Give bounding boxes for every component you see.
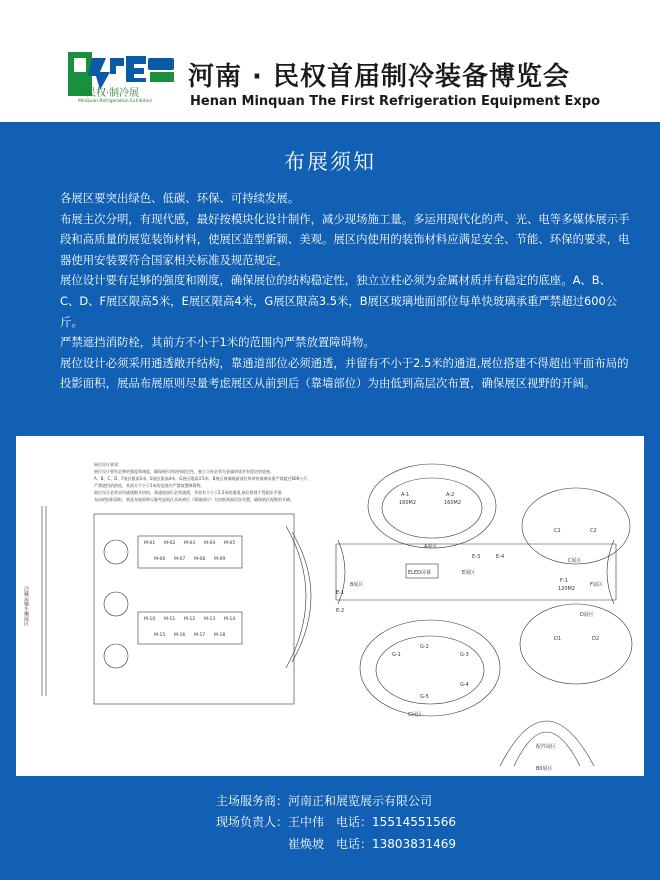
person2-phone-label: 电话： [336, 837, 373, 851]
booth-g1: G-1 [392, 652, 401, 658]
booth-m15: M-15 [154, 633, 166, 638]
hall-a-label: A展区 [424, 544, 438, 550]
booth-f1: F-1 [560, 578, 568, 584]
sponsor-label: 主场服务商： [216, 794, 289, 808]
hall-f-label: F展区 [590, 582, 603, 588]
plan-note-5: 展位设计必须采用通透敞开结构，靠通道部位必须通透，并留有不小于2.5米的通道,展位搭建不得超出平面 [94, 490, 282, 495]
booth-m06: M-06 [154, 557, 166, 562]
person2-phone: 13803831469 [372, 837, 457, 851]
person1-phone: 15514551566 [372, 815, 457, 829]
logo-text-en: MinQuan Refrigeration Exhibition [78, 99, 153, 104]
hall-a-inner [382, 478, 482, 538]
rule-2: 布展主次分明，有现代感，最好按模块化设计制作，减少现场施工量。多运用现代化的声、光、电等多媒体展示手段和高质量的展览装饰材料，使展区造型新颖、美观。展区内使用的装饰材料应满足安全、节能、环保的要求，电器使用安装要符合国家相关标准及规范规定。 [60, 211, 630, 267]
booth-d1: D1 [554, 636, 562, 642]
expo-title-cn: 河南 · 民权首届制冷装备博览会 [188, 62, 570, 92]
booth-m09: M-09 [214, 557, 226, 562]
booth-m10: M-10 [144, 617, 156, 622]
hall-a-outline [368, 464, 496, 548]
hall-g-outline [360, 620, 500, 716]
header [0, 0, 660, 122]
booth-g4: G-4 [460, 682, 469, 688]
hall-b0-label: B0展区 [536, 766, 553, 772]
plan-note-3: A、B、C、D、F展区限高5米，E展区限高4米，G展区限高3.5米，B展区玻璃地面部位每单快玻璃承重严禁超过600公斤。 [94, 476, 312, 481]
sponsor-value: 河南正和展览展示有限公司 [288, 794, 433, 808]
booth-m04: M-04 [204, 541, 216, 546]
plan-note-4: 严禁遮挡消防栓，其前方不小于1米的范围内严禁放置障碍物。 [94, 483, 205, 488]
booth-m13: M-13 [204, 617, 216, 622]
led-screen-label: ELED屏幕 [408, 570, 431, 576]
booth-m02: M-02 [164, 541, 176, 546]
booth-f1-area: 120M2 [558, 586, 576, 592]
sponsor-line [216, 792, 432, 809]
booth-m08: M-08 [194, 557, 206, 562]
booth-g5: G-5 [420, 694, 429, 700]
booth-group-bottom [138, 612, 242, 644]
booth-m03: M-03 [184, 541, 196, 546]
booth-a2: A-2 [446, 492, 455, 498]
booth-c2: C2 [590, 528, 597, 534]
booth-m18: M-18 [214, 633, 226, 638]
rule-1: 各展区要突出绿色、低碳、环保、可持续发展。 [60, 191, 300, 205]
plan-note-1: 展位设计要求: [94, 462, 120, 467]
booth-g2: G-2 [420, 644, 429, 650]
booth-m17: M-17 [194, 633, 206, 638]
hall-b0-sub: 配件展区 [536, 744, 557, 750]
rule-5: 展位设计必须采用通透敞开结构，靠通道部位必须通透，并留有不小于2.5米的通道,展位搭建不得超出平面布局的投影面积，展品布展原则尽量考虑展区从前到后（靠墙部位）为由低到高层次布置，确保展区视野的开阔。 [60, 355, 629, 391]
booth-e1: E-1 [336, 590, 345, 596]
booth-e2: E-2 [336, 608, 345, 614]
booth-d2: D2 [592, 636, 600, 642]
entrance-arc-inner [292, 532, 311, 662]
booth-a2-area: 160M2 [444, 500, 462, 506]
floor-plan-drawing [16, 436, 644, 776]
fountain-2 [104, 592, 128, 616]
hall-c-outline [522, 488, 630, 564]
hall-g-label: G展区 [408, 712, 422, 718]
rule-4: 严禁遮挡消防栓，其前方不小于1米的范围内严禁放置障碍物。 [60, 335, 375, 350]
plan-note-2: 展位设计要有足够的强度和刚度，确保展位的结构稳定性，独立立柱必须为金属材质并有稳定的底座。 [94, 469, 274, 474]
plan-note-6: 布局的投影面积，展品布展原则尽量考虑展区从前到后（靠墙部位）为由低到高层次布置，确保展区视野的开阔。 [94, 497, 294, 502]
floor-plan [16, 436, 644, 776]
booth-m12: M-12 [184, 617, 196, 622]
person1-line [216, 813, 456, 830]
hall-b-label: B展区 [350, 582, 364, 588]
booth-group-top [138, 536, 242, 568]
fountain-3 [104, 644, 128, 668]
truck-area-label: 冷藏运输车辆展区 [23, 586, 29, 626]
booth-m14: M-14 [224, 617, 236, 622]
booth-a1: A-1 [401, 492, 410, 498]
fountain-1 [104, 540, 128, 564]
hall-g-inner [376, 636, 484, 704]
hall-c-label: C展区 [568, 558, 582, 564]
right-wing [607, 540, 614, 604]
person-label: 现场负责人： [216, 815, 289, 829]
booth-m01: M-01 [144, 541, 156, 546]
entrance-arc [286, 526, 306, 668]
hall-e-label: E展区 [462, 570, 476, 576]
person1-phone-label: 电话： [336, 815, 373, 829]
person2-line [288, 835, 456, 852]
booth-a1-area: 160M2 [399, 500, 417, 506]
rules-list [60, 188, 630, 394]
booth-m05: M-05 [224, 541, 236, 546]
booth-e3: E-3 [472, 554, 481, 560]
hall-d-label: D展区 [580, 612, 594, 618]
booth-e4: E-4 [496, 554, 505, 560]
booth-c1: C1 [554, 528, 561, 534]
rule-3: 展位设计要有足够的强度和刚度，确保展位的结构稳定性，独立立柱必须为金属材质并有稳定的底座。A、B、C、D、F展区限高5米，E展区限高4米，G展区限高3.5米，B展区玻璃地面部位每单快玻璃承重严禁超过600公斤。 [60, 273, 618, 329]
logo-text-cn: 民权·制冷展 [86, 88, 140, 99]
booth-m11: M-11 [164, 617, 176, 622]
panel-title: 布展须知 [284, 150, 376, 174]
booth-g3: G-3 [460, 652, 469, 658]
person2-name: 崔焕坡 [288, 837, 325, 851]
booth-m16: M-16 [174, 633, 186, 638]
hall-d-outline [520, 604, 632, 684]
expo-title-en: Henan Minquan The First Refrigeration Equipment Expo [190, 94, 601, 109]
person1-name: 王中伟 [288, 815, 325, 829]
booth-m07: M-07 [174, 557, 186, 562]
